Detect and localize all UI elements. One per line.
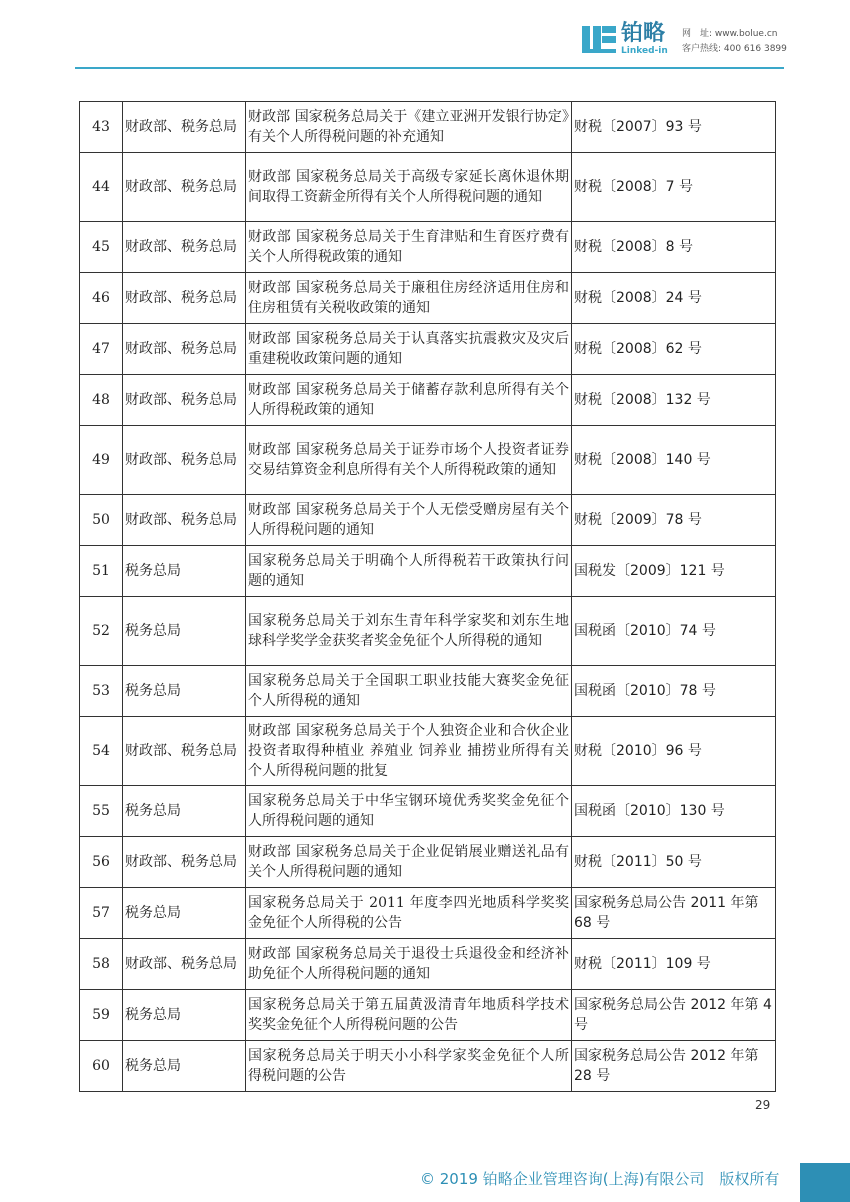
header-divider	[75, 67, 784, 69]
table-row	[80, 1041, 776, 1092]
table-row	[80, 786, 776, 837]
document-title: 财政部 国家税务总局关于高级专家延长离休退休期间取得工资薪金所得有关个人所得税问题的通知	[246, 153, 572, 222]
document-title: 财政部 国家税务总局关于企业促销展业赠送礼品有关个人所得税问题的通知	[246, 837, 572, 888]
row-number: 54	[80, 717, 123, 786]
issuing-agency: 税务总局	[123, 666, 246, 717]
document-title: 国家税务总局关于刘东生青年科学家奖和刘东生地球科学奖学金获奖者奖金免征个人所得税的通知	[246, 597, 572, 666]
table-row	[80, 939, 776, 990]
issuing-agency: 财政部、税务总局	[123, 717, 246, 786]
row-number: 60	[80, 1041, 123, 1092]
document-title: 国家税务总局关于中华宝钢环境优秀奖奖金免征个人所得税问题的通知	[246, 786, 572, 837]
table-row	[80, 888, 776, 939]
document-number: 财税〔2011〕50 号	[572, 837, 776, 888]
table-row	[80, 222, 776, 273]
issuing-agency: 税务总局	[123, 546, 246, 597]
issuing-agency: 财政部、税务总局	[123, 273, 246, 324]
document-number: 国税函〔2010〕130 号	[572, 786, 776, 837]
footer-accent-block	[800, 1163, 850, 1202]
issuing-agency: 财政部、税务总局	[123, 939, 246, 990]
document-title: 国家税务总局关于第五届黄汲清青年地质科学技术奖奖金免征个人所得税问题的公告	[246, 990, 572, 1041]
document-number: 国税函〔2010〕78 号	[572, 666, 776, 717]
row-number: 45	[80, 222, 123, 273]
document-number: 财税〔2007〕93 号	[572, 102, 776, 153]
issuing-agency: 财政部、税务总局	[123, 837, 246, 888]
table-row	[80, 666, 776, 717]
table-row	[80, 546, 776, 597]
regulation-table-body	[80, 102, 776, 1092]
website-text: 网 址: www.bolue.cn	[682, 29, 778, 39]
issuing-agency: 财政部、税务总局	[123, 495, 246, 546]
document-title: 国家税务总局关于明天小小科学家奖金免征个人所得税问题的公告	[246, 1041, 572, 1092]
row-number: 55	[80, 786, 123, 837]
document-number: 财税〔2008〕62 号	[572, 324, 776, 375]
document-title: 财政部 国家税务总局关于退役士兵退役金和经济补助免征个人所得税问题的通知	[246, 939, 572, 990]
row-number: 58	[80, 939, 123, 990]
row-number: 43	[80, 102, 123, 153]
row-number: 47	[80, 324, 123, 375]
issuing-agency: 财政部、税务总局	[123, 102, 246, 153]
issuing-agency: 财政部、税务总局	[123, 153, 246, 222]
row-number: 46	[80, 273, 123, 324]
page-header	[0, 0, 850, 72]
row-number: 59	[80, 990, 123, 1041]
row-number: 49	[80, 426, 123, 495]
table-row	[80, 717, 776, 786]
document-number: 国家税务总局公告 2012 年第 28 号	[572, 1041, 776, 1092]
document-title: 财政部 国家税务总局关于储蓄存款利息所得有关个人所得税政策的通知	[246, 375, 572, 426]
document-number: 财税〔2011〕109 号	[572, 939, 776, 990]
document-number: 财税〔2008〕140 号	[572, 426, 776, 495]
document-title: 财政部 国家税务总局关于生育津贴和生育医疗费有关个人所得税政策的通知	[246, 222, 572, 273]
issuing-agency: 财政部、税务总局	[123, 324, 246, 375]
document-number: 国家税务总局公告 2012 年第 4 号	[572, 990, 776, 1041]
issuing-agency: 税务总局	[123, 786, 246, 837]
row-number: 52	[80, 597, 123, 666]
table-row	[80, 837, 776, 888]
table-row	[80, 426, 776, 495]
document-title: 财政部 国家税务总局关于认真落实抗震救灾及灾后重建税收政策问题的通知	[246, 324, 572, 375]
document-title: 财政部 国家税务总局关于廉租住房经济适用住房和住房租赁有关税收政策的通知	[246, 273, 572, 324]
document-number: 国税函〔2010〕74 号	[572, 597, 776, 666]
document-number: 财税〔2010〕96 号	[572, 717, 776, 786]
logo-mark-icon	[582, 22, 616, 56]
row-number: 48	[80, 375, 123, 426]
contact-info	[682, 27, 787, 57]
document-number: 财税〔2008〕7 号	[572, 153, 776, 222]
table-row	[80, 153, 776, 222]
issuing-agency: 税务总局	[123, 888, 246, 939]
document-number: 财税〔2008〕132 号	[572, 375, 776, 426]
logo-chinese-name: 铂略	[621, 21, 666, 46]
footer-copyright: © 2019 铂略企业管理咨询(上海)有限公司 版权所有	[420, 1170, 780, 1188]
row-number: 56	[80, 837, 123, 888]
table-row	[80, 375, 776, 426]
document-title: 财政部 国家税务总局关于个人独资企业和合伙企业投资者取得种植业 养殖业 饲养业 捕捞业所得有关个人所得税问题的批复	[246, 717, 572, 786]
row-number: 57	[80, 888, 123, 939]
issuing-agency: 财政部、税务总局	[123, 375, 246, 426]
table-row	[80, 273, 776, 324]
document-number: 国家税务总局公告 2011 年第 68 号	[572, 888, 776, 939]
document-title: 国家税务总局关于 2011 年度李四光地质科学奖奖金免征个人所得税的公告	[246, 888, 572, 939]
document-number: 财税〔2009〕78 号	[572, 495, 776, 546]
hotline-text: 客户热线: 400 616 3899	[682, 44, 787, 54]
issuing-agency: 税务总局	[123, 990, 246, 1041]
logo-english-name: Linked-in	[621, 46, 668, 56]
document-number: 财税〔2008〕24 号	[572, 273, 776, 324]
document-title: 国家税务总局关于明确个人所得税若干政策执行问题的通知	[246, 546, 572, 597]
table-row	[80, 324, 776, 375]
row-number: 44	[80, 153, 123, 222]
document-number: 财税〔2008〕8 号	[572, 222, 776, 273]
table-row	[80, 495, 776, 546]
document-title: 财政部 国家税务总局关于《建立亚洲开发银行协定》有关个人所得税问题的补充通知	[246, 102, 572, 153]
table-row	[80, 597, 776, 666]
row-number: 50	[80, 495, 123, 546]
table-row	[80, 990, 776, 1041]
table-row	[80, 102, 776, 153]
company-logo	[582, 22, 668, 60]
regulation-table	[79, 101, 776, 1092]
issuing-agency: 税务总局	[123, 597, 246, 666]
document-title: 国家税务总局关于全国职工职业技能大赛奖金免征个人所得税的通知	[246, 666, 572, 717]
document-title: 财政部 国家税务总局关于证券市场个人投资者证券交易结算资金利息所得有关个人所得税政策的通知	[246, 426, 572, 495]
document-number: 国税发〔2009〕121 号	[572, 546, 776, 597]
document-title: 财政部 国家税务总局关于个人无偿受赠房屋有关个人所得税问题的通知	[246, 495, 572, 546]
issuing-agency: 税务总局	[123, 1041, 246, 1092]
row-number: 53	[80, 666, 123, 717]
row-number: 51	[80, 546, 123, 597]
issuing-agency: 财政部、税务总局	[123, 222, 246, 273]
page-number: 29	[755, 1098, 771, 1112]
issuing-agency: 财政部、税务总局	[123, 426, 246, 495]
